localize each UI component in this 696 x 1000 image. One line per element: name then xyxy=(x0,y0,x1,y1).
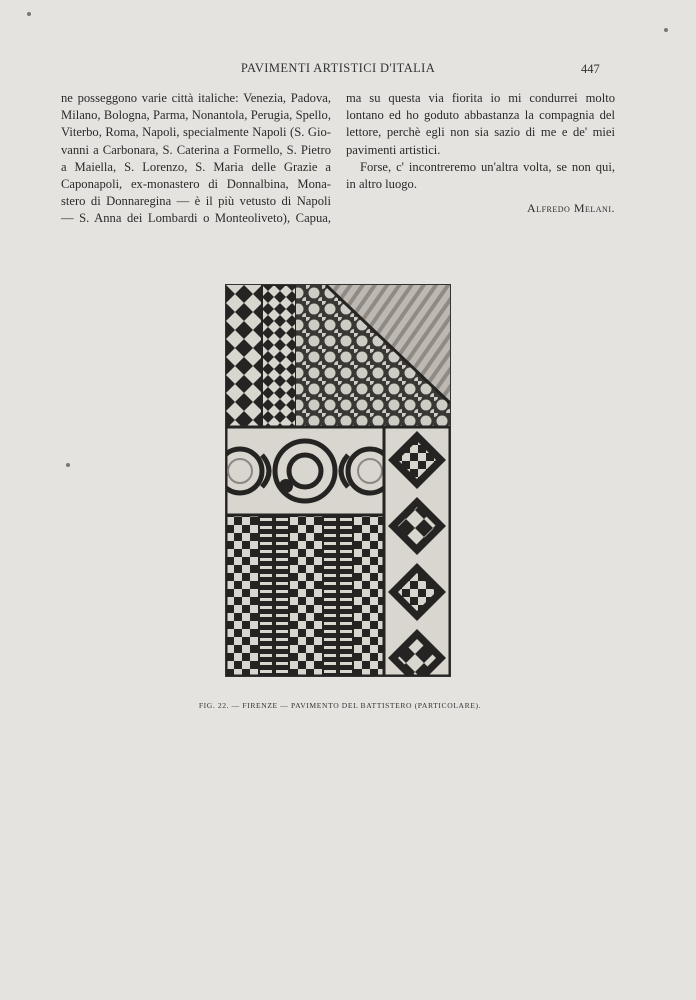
pavement-figure xyxy=(225,284,451,677)
left-line: a Maiella, S. Lorenzo, S. Maria delle Grazie a xyxy=(61,159,331,174)
pavement-illustration xyxy=(226,285,450,676)
paper-speck xyxy=(66,463,70,467)
right-paragraph-2: Forse, c' incontreremo un'altra volta, se non qui, in altro luogo. xyxy=(346,159,615,192)
page-number: 447 xyxy=(581,62,600,76)
left-line: vanni a Carbonara, S. Caterina a Formello, S. Pietro xyxy=(61,142,331,157)
left-column xyxy=(61,90,331,228)
author-signature: Alfredo Melani. xyxy=(527,201,615,215)
left-line: Milano, Bologna, Parma, Nonantola, Perugia, Spello, xyxy=(61,108,331,123)
hourglass-mosaic-panel xyxy=(262,285,296,427)
paper-speck xyxy=(664,28,668,32)
striped-strip xyxy=(322,515,354,676)
running-title: PAVIMENTI ARTISTICI D'ITALIA xyxy=(240,61,436,75)
paper-speck xyxy=(27,12,31,16)
left-line: — S. Anna dei Lombardi o Monteoliveto), Capua, xyxy=(61,211,331,226)
left-line: Viterbo, Roma, Napoli, specialmente Napoli (S. Gio- xyxy=(61,125,331,140)
left-line: stero di Donnaregina — è il più vetusto di Napoli xyxy=(61,194,331,209)
figure-caption: FIG. 22. — FIRENZE — PAVIMENTO DEL BATTISTERO (PARTICOLARE). xyxy=(198,701,482,710)
checker-panel xyxy=(226,515,384,676)
right-paragraph-1: ma su questa via fiorita io mi condurrei molto lontano ed ho goduto abbastanza la compagnia del lettore, perchè egli non sia sazio di me e de' miei pavimenti artistici. xyxy=(346,91,615,157)
right-column xyxy=(346,90,615,193)
striped-strip xyxy=(258,515,290,676)
left-line: ne posseggono varie città italiche: Venezia, Padova, xyxy=(61,91,331,105)
left-line: Caponapoli, ex-monastero di Donnalbina, Mona- xyxy=(61,177,331,192)
triangle-mosaic-panel xyxy=(226,285,262,427)
